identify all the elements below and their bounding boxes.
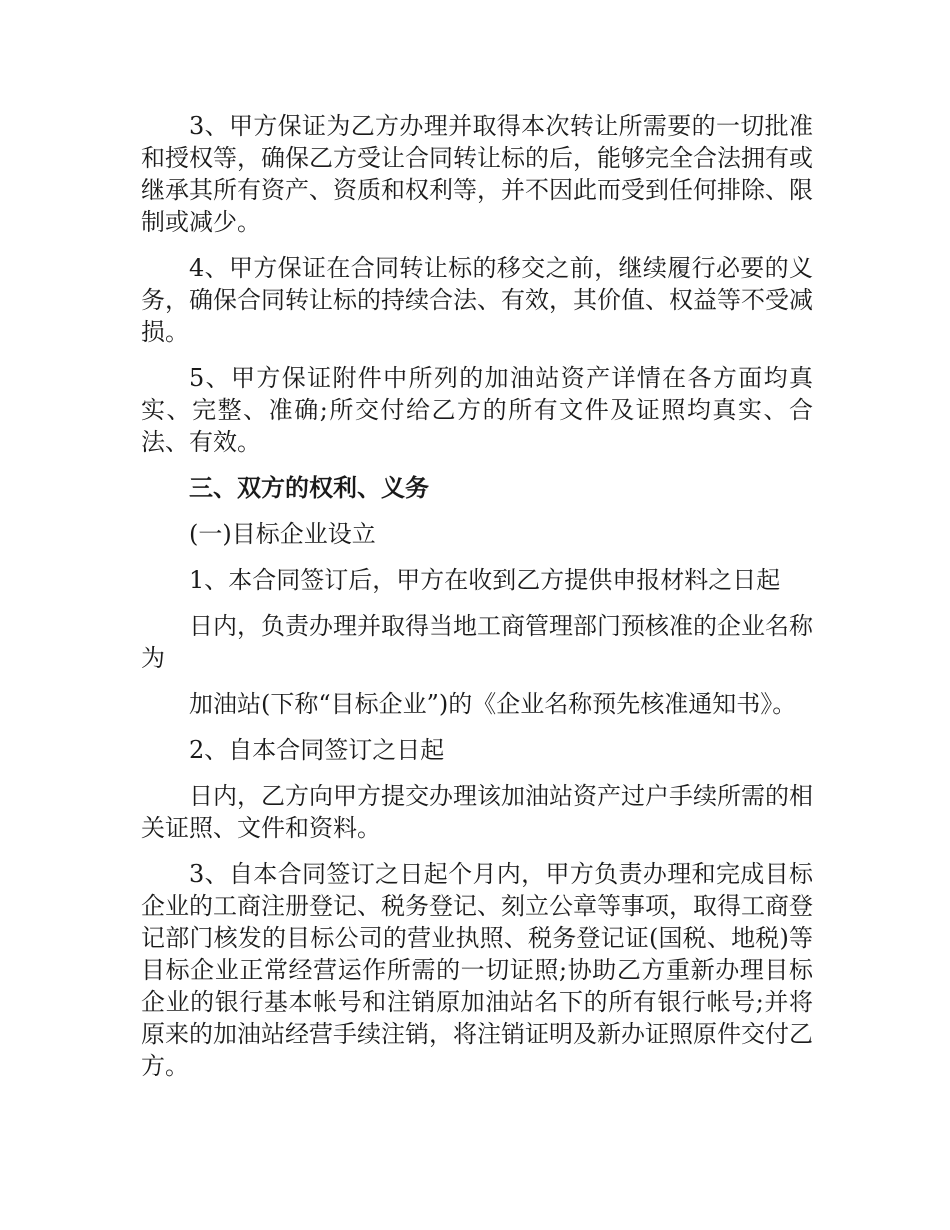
clause-1-signing: 1、本合同签订后，甲方在收到乙方提供申报材料之日起 (189, 566, 781, 594)
clause-2-documents: 日内，乙方向甲方提交办理该加油站资产过户手续所需的相关证照、文件和资料。 (141, 782, 813, 842)
clause-5-warranty-assets: 5、甲方保证附件中所列的加油站资产详情在各方面均真实、完整、准确;所交付给乙方的所有文件及证照均真实、合法、有效。 (141, 364, 813, 456)
subsection-heading-target-company: (一)目标企业设立 (189, 520, 376, 548)
clause-1-notice: 加油站(下称“目标企业”)的《企业名称预先核准通知书》。 (189, 690, 797, 718)
section-heading-rights-obligations: 三、双方的权利、义务 (189, 474, 429, 502)
clause-3-registration: 3、自本合同签订之日起个月内，甲方负责办理和完成目标企业的工商注册登记、税务登记、刻立公章等事项，取得工商登记部门核发的目标公司的营业执照、税务登记证(国税、地税)等目标企业正常经营运作所需的一切证照;协助乙方重新办理目标企业的银行基本帐号和注销原加油站名下的所有银行帐号;并将原来的加油站经营手续注销，将注销证明及新办证照原件交付乙方。 (141, 860, 813, 1080)
clause-4-warranty-obligations: 4、甲方保证在合同转让标的移交之前，继续履行必要的义务，确保合同转让标的持续合法、有效，其价值、权益等不受减损。 (141, 254, 813, 346)
document-page (141, 110, 813, 1096)
clause-1-name-approval: 日内，负责办理并取得当地工商管理部门预核准的企业名称为 (141, 612, 813, 672)
clause-3-warranty-approvals: 3、甲方保证为乙方办理并取得本次转让所需要的一切批准和授权等，确保乙方受让合同转让标的后，能够完全合法拥有或继承其所有资产、资质和权利等，并不因此而受到任何排除、限制或减少。 (141, 112, 813, 236)
clause-2-signing: 2、自本合同签订之日起 (189, 736, 445, 764)
